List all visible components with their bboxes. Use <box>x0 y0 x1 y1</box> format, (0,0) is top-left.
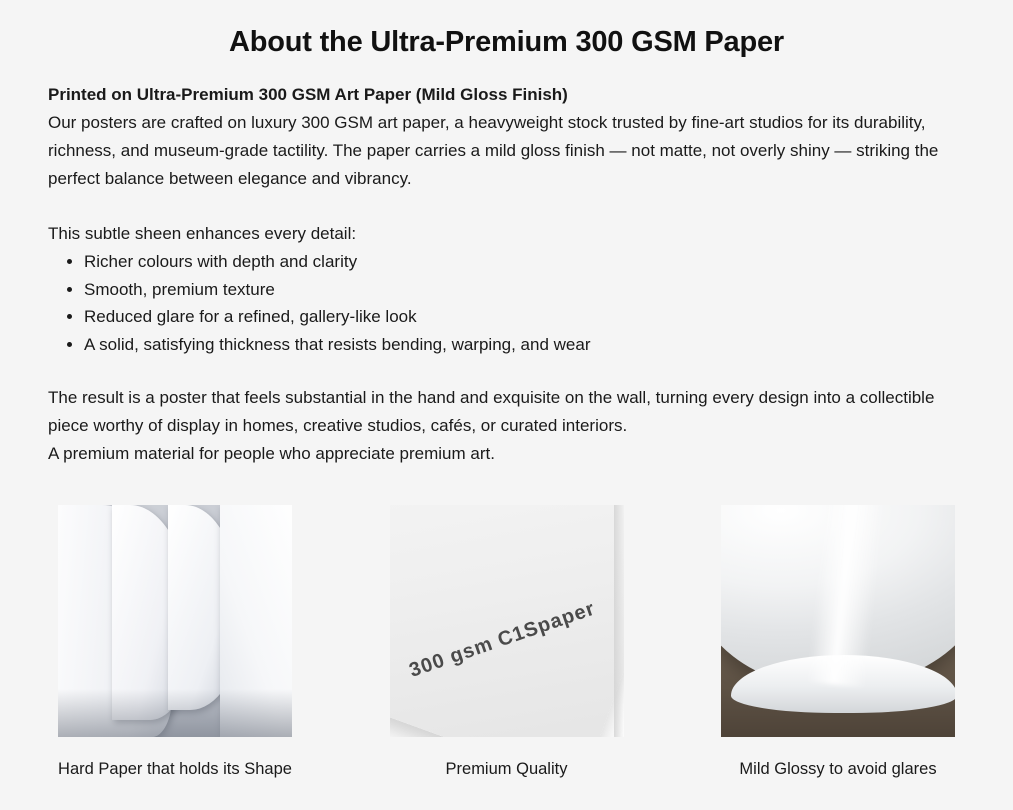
gallery-card <box>20 505 330 805</box>
closing-block <box>48 384 965 468</box>
paragraph-intro: Our posters are crafted on luxury 300 GSM art paper, a heavyweight stock trusted by fine-art studios for its durability, richness, and museum-grade tactility. The paper carries a mild gloss finish — not matte, not overly shiny — striking the perfect balance between elegance and vibrancy. <box>48 113 939 188</box>
gallery-caption: Mild Glossy to avoid glares <box>739 760 937 778</box>
list-item: • Richer colours with depth and clarity <box>84 248 965 276</box>
feature-list <box>48 248 965 358</box>
gallery-card <box>683 505 993 805</box>
gallery-card <box>352 505 662 805</box>
list-item: • Reduced glare for a refined, gallery-like look <box>84 303 965 331</box>
glossy-curved-paper-photo <box>721 505 955 737</box>
list-item: • A solid, satisfying thickness that resists bending, warping, and wear <box>84 331 965 359</box>
paper-print-text: 300 gsm C1Spaper <box>406 597 598 682</box>
paragraph-tagline: A premium material for people who appreciate premium art. <box>48 444 495 463</box>
spacer <box>48 193 965 220</box>
paragraph-closing: The result is a poster that feels substantial in the hand and exquisite on the wall, turning every design into a collectible piece worthy of display in homes, creative studios, cafés, or curated interiors. <box>48 388 935 435</box>
gallery-caption: Premium Quality <box>445 760 568 778</box>
list-intro: This subtle sheen enhances every detail: <box>48 224 357 243</box>
gallery-caption: Hard Paper that holds its Shape <box>58 760 292 778</box>
lead-heading: Printed on Ultra-Premium 300 GSM Art Paper (Mild Gloss Finish) <box>48 85 568 104</box>
page-title: About the Ultra-Premium 300 GSM Paper <box>229 26 784 58</box>
curled-white-paper-sheets-photo <box>58 505 292 737</box>
printed-300gsm-sheet-corner-photo <box>390 505 624 737</box>
image-gallery <box>0 505 1013 805</box>
document-body <box>48 81 965 468</box>
list-item: • Smooth, premium texture <box>84 276 965 304</box>
